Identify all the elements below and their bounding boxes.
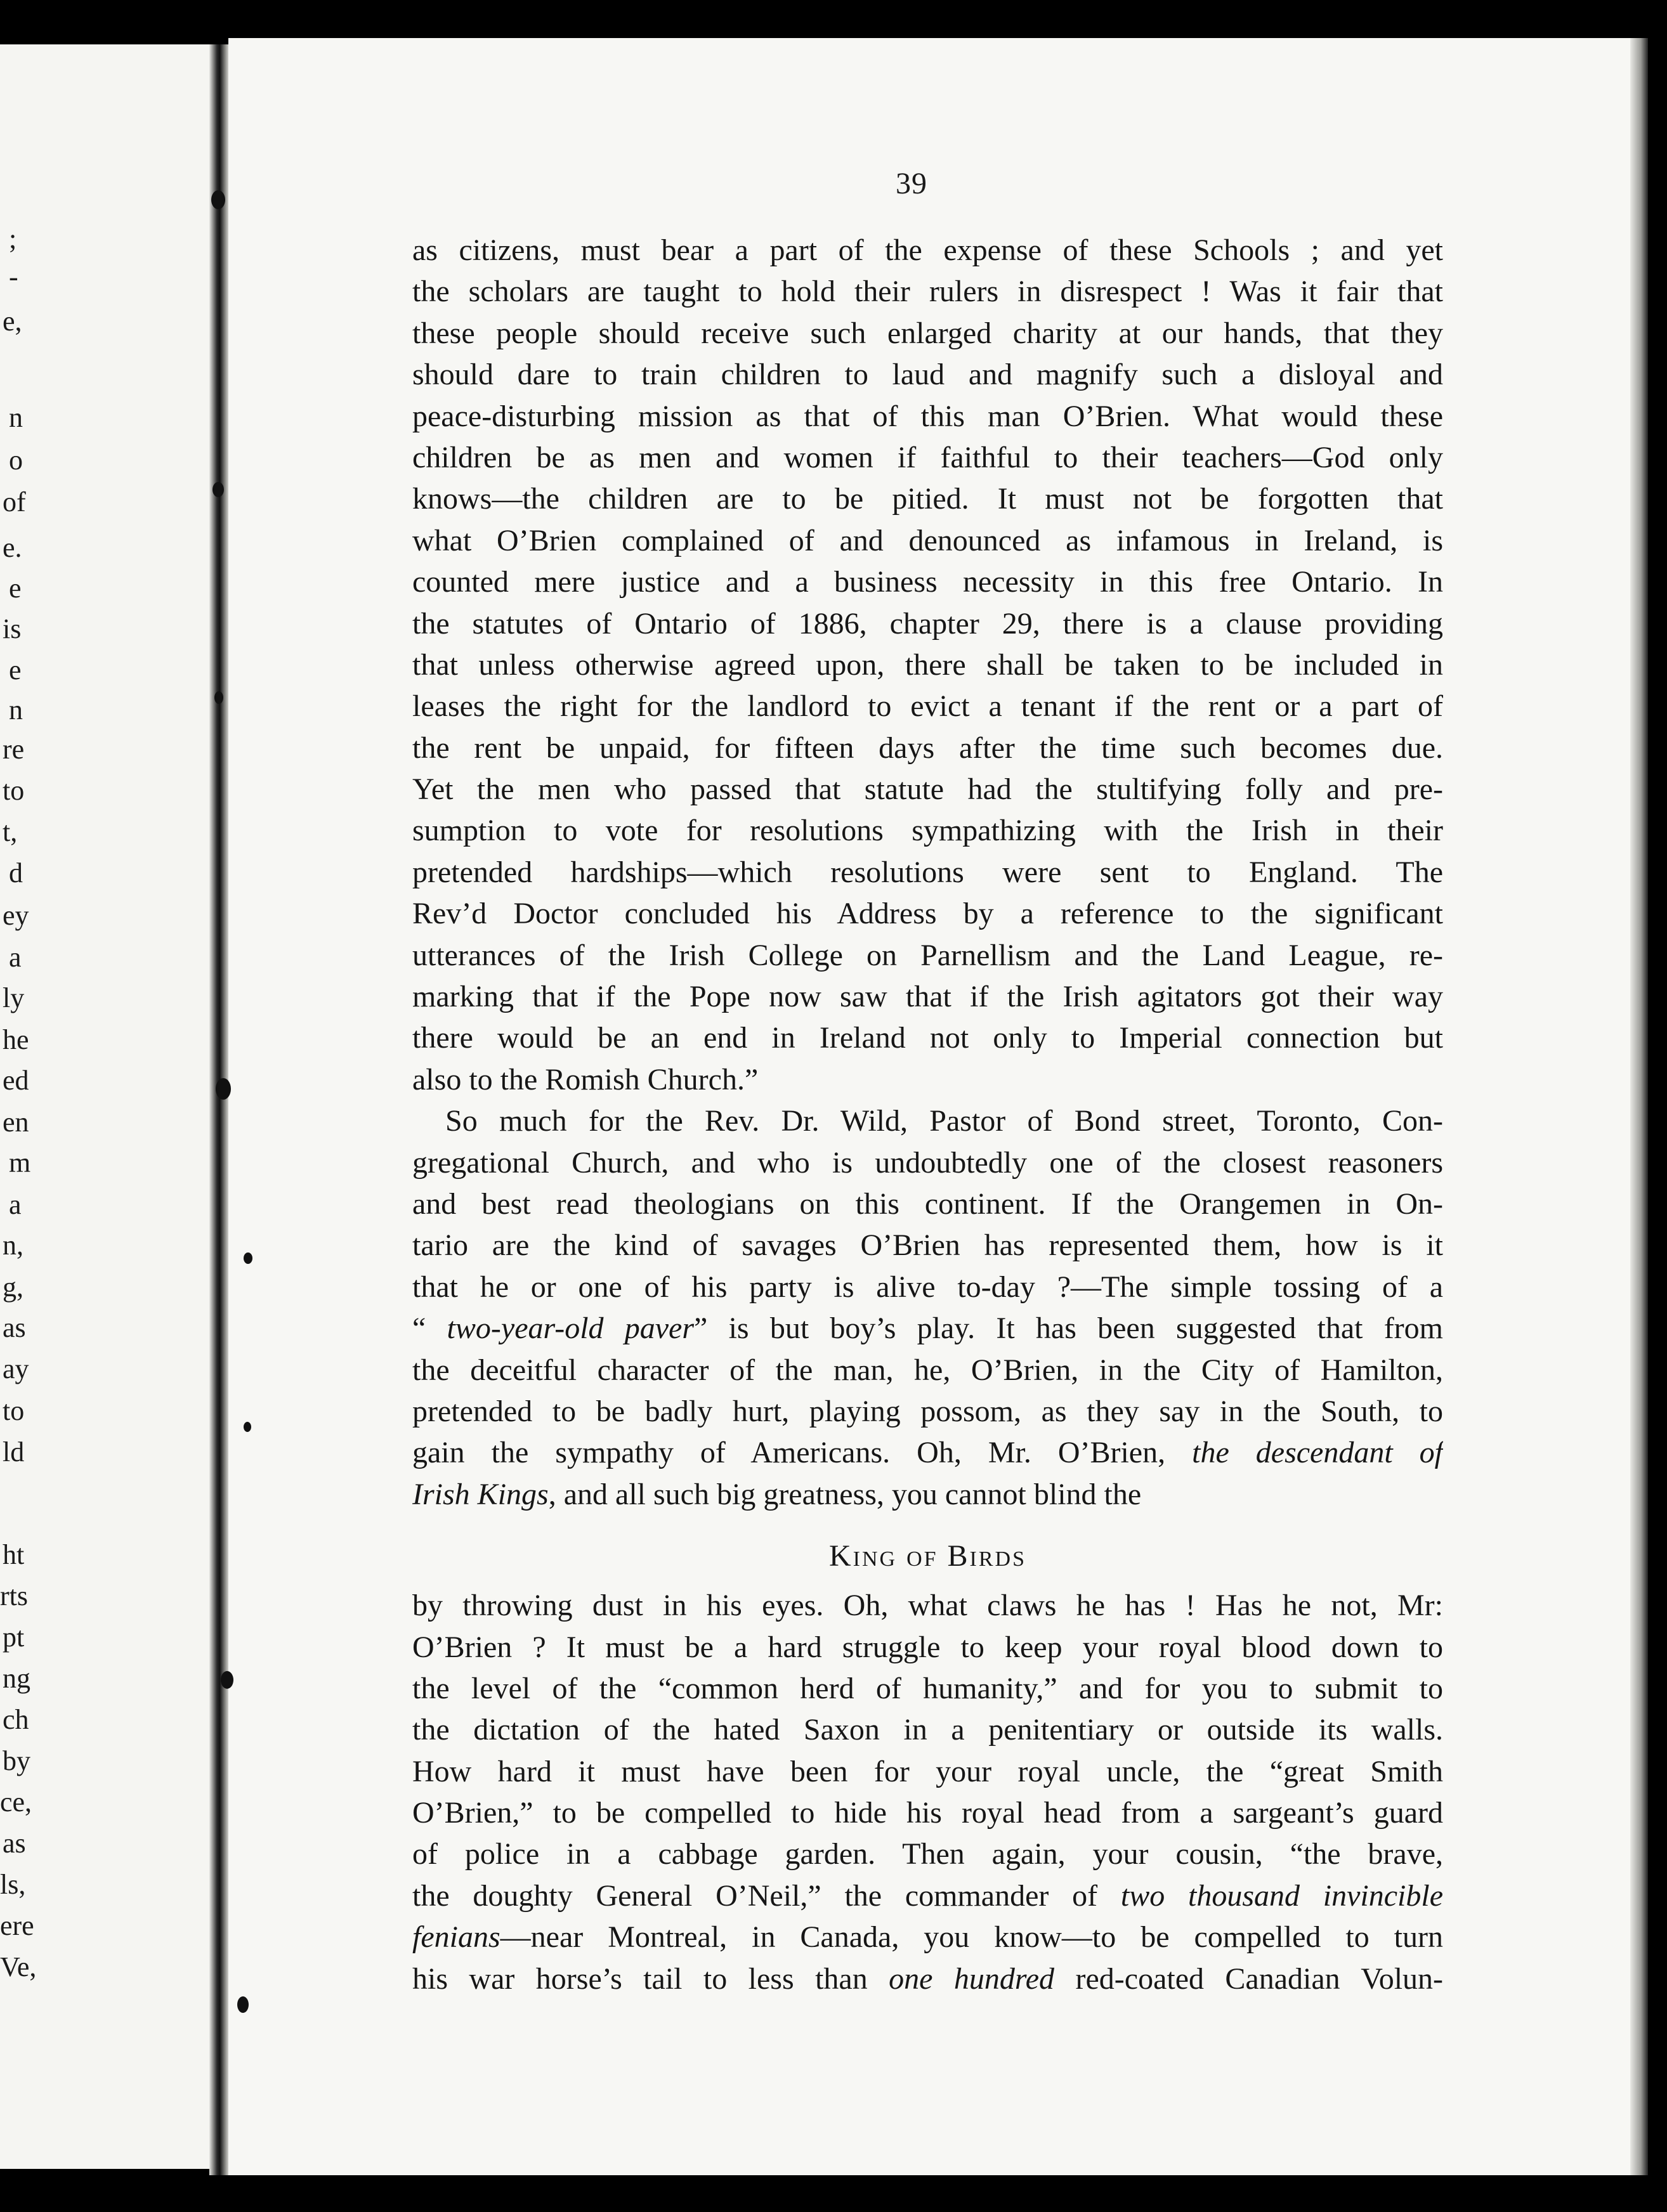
quote-open: “ xyxy=(412,1311,426,1346)
text-line: pretended hardships—which resolutions were sent to England. The xyxy=(412,855,1443,889)
left-page-fragment: e xyxy=(9,573,22,604)
scan-bottom-border xyxy=(0,2175,1667,2212)
left-page-fragment: e. xyxy=(3,532,22,563)
binding-speck xyxy=(221,1671,233,1689)
text-line: there would be an end in Ireland not only to Imperial connection but xyxy=(412,1021,1443,1055)
text-line: pretended to be badly hurt, playing possom, as they say in the South, to xyxy=(412,1394,1443,1428)
text-line: should dare to train children to laud and magnify such a disloyal and xyxy=(412,358,1443,392)
text-line: utterances of the Irish College on Parnellism and the Land League, re- xyxy=(412,938,1443,972)
section-heading: King of Birds xyxy=(828,1539,1027,1573)
italic-phrase: Irish Kings xyxy=(412,1477,549,1511)
right-page-edge xyxy=(1630,38,1648,2175)
left-page-fragment: to xyxy=(3,775,25,806)
binding-speck xyxy=(214,691,223,704)
text-line: Yet the men who passed that statute had the stultifying folly and pre- xyxy=(412,772,1443,807)
text-line: by throwing dust in his eyes. Oh, what claws he has ! Has he not, Mr: xyxy=(412,1589,1443,1623)
left-page-fragment: a xyxy=(9,942,22,973)
left-page-fragment: n xyxy=(9,402,23,433)
text-line xyxy=(412,1474,1443,1515)
left-page-fragment: e, xyxy=(3,306,22,337)
text-line: also to the Romish Church.” xyxy=(412,1062,759,1096)
binding-speck xyxy=(237,1996,249,2013)
text-line xyxy=(412,1875,1443,1916)
left-page-fragment: to xyxy=(3,1395,25,1426)
text-line: peace-disturbing mission as that of this man O’Brien. What would these xyxy=(412,399,1443,433)
left-page-fragment: ng xyxy=(3,1663,30,1694)
left-page-fragment: en xyxy=(3,1107,29,1138)
text-span: his war horse’s tail to less than xyxy=(412,1962,868,1996)
text-line: of police in a cabbage garden. Then again, your cousin, “the brave, xyxy=(412,1837,1443,1871)
left-page-fragment: e xyxy=(9,654,22,686)
text-line: counted mere justice and a business necessity in this free Ontario. In xyxy=(412,565,1443,599)
paragraph-first-line: So much for the Rev. Dr. Wild, Pastor of Bond street, Toronto, Con- xyxy=(445,1104,1443,1138)
left-page-fragment: ch xyxy=(3,1704,29,1735)
left-page-fragment: n, xyxy=(3,1230,23,1261)
book-spine xyxy=(209,44,228,2194)
text-span: gain the sympathy of Americans. Oh, Mr. O’Brien, xyxy=(412,1436,1166,1470)
left-page-fragment: ey xyxy=(3,900,29,931)
text-span: ” is but boy’s play. It has been suggested that from xyxy=(694,1311,1443,1346)
left-page-fragment: a xyxy=(9,1189,22,1220)
text-line: Rev’d Doctor concluded his Address by a reference to the significant xyxy=(412,897,1443,931)
text-line: O’Brien,” to be compelled to hide his royal head from a sargeant’s guard xyxy=(412,1796,1443,1830)
left-page-fragment: o xyxy=(9,445,23,476)
text-line: marking that if the Pope now saw that if the Irish agitators got their way xyxy=(412,980,1443,1014)
page-number: 39 xyxy=(896,167,927,200)
text-line xyxy=(412,1958,1443,2000)
left-page-fragment: ere xyxy=(0,1910,34,1941)
left-page-fragment: of xyxy=(3,486,26,517)
text-line xyxy=(412,1432,1443,1473)
left-page-fragment: by xyxy=(3,1745,30,1776)
text-line: children be as men and women if faithful to their teachers—God only xyxy=(412,440,1443,474)
left-page-fragment: ; xyxy=(9,223,17,254)
text-line: tario are the kind of savages O’Brien has represented them, how is it xyxy=(412,1228,1443,1263)
italic-phrase: two-year-old paver xyxy=(447,1311,695,1346)
left-page-fragment: he xyxy=(3,1024,29,1055)
text-line: these people should receive such enlarged charity at our hands, that they xyxy=(412,316,1443,350)
binding-speck xyxy=(244,1252,252,1264)
left-page-fragment: ls, xyxy=(0,1869,26,1900)
text-span: red-coated Canadian Volun- xyxy=(1075,1962,1443,1996)
binding-speck xyxy=(244,1422,251,1432)
left-page-fragment: m xyxy=(9,1147,31,1178)
left-page-fragment: - xyxy=(9,261,18,292)
italic-phrase: two thousand invincible xyxy=(1120,1878,1443,1913)
text-span: , and all such big greatness, you cannot blind the xyxy=(548,1477,1142,1511)
binding-speck xyxy=(212,482,224,497)
text-line: the level of the “common herd of humanity,” and for you to submit to xyxy=(412,1671,1443,1705)
text-line: sumption to vote for resolutions sympathizing with the Irish in their xyxy=(412,814,1443,848)
text-line: leases the right for the landlord to evict a tenant if the rent or a part of xyxy=(412,689,1443,724)
text-line: the deceitful character of the man, he, O’Brien, in the City of Hamilton, xyxy=(412,1353,1443,1387)
left-page-fragment: g, xyxy=(3,1272,23,1303)
left-page-fragment: pt xyxy=(3,1622,25,1653)
text-line: O’Brien ? It must be a hard struggle to keep your royal blood down to xyxy=(412,1630,1443,1664)
text-line: gregational Church, and who is undoubtedly one of the closest reasoners xyxy=(412,1145,1443,1180)
left-page-fragment: rts xyxy=(0,1580,28,1611)
left-page-fragment: n xyxy=(9,694,23,725)
left-page-fragment: ld xyxy=(3,1436,25,1467)
italic-phrase: the descendant of xyxy=(1192,1436,1443,1470)
left-page xyxy=(0,44,219,2169)
page-body-text xyxy=(412,230,1443,2000)
italic-phrase: one hundred xyxy=(889,1962,1055,1996)
left-page-fragment: as xyxy=(3,1312,26,1343)
text-span: the doughty General O’Neil,” the commander of xyxy=(412,1878,1098,1913)
left-page-fragment: ce, xyxy=(0,1786,32,1818)
left-page-fragment: as xyxy=(3,1828,26,1859)
text-line: knows—the children are to be pitied. It must not be forgotten that xyxy=(412,482,1443,516)
text-span: —near Montreal, in Canada, you know—to be compelled to turn xyxy=(500,1920,1443,1955)
italic-phrase: fenians xyxy=(412,1920,500,1955)
left-page-fragment: Ve, xyxy=(0,1951,37,1982)
text-line xyxy=(412,1308,1443,1349)
left-page-fragment: ly xyxy=(3,982,25,1013)
text-line: the statutes of Ontario of 1886, chapter 29, there is a clause providing xyxy=(412,606,1443,641)
binding-speck xyxy=(216,1078,231,1100)
text-line: the dictation of the hated Saxon in a penitentiary or outside its walls. xyxy=(412,1713,1443,1747)
text-line xyxy=(412,1916,1443,1958)
binding-speck xyxy=(211,190,225,209)
text-line: as citizens, must bear a part of the expense of these Schools ; and yet xyxy=(412,233,1443,267)
left-page-fragment: ay xyxy=(3,1353,29,1384)
text-line: that he or one of his party is alive to-day ?—The simple tossing of a xyxy=(412,1270,1443,1304)
text-line: the rent be unpaid, for fifteen days after the time such becomes due. xyxy=(412,731,1443,765)
text-line: what O’Brien complained of and denounced as infamous in Ireland, is xyxy=(412,523,1443,557)
left-page-fragment: ed xyxy=(3,1065,29,1096)
left-page-fragment: ht xyxy=(3,1539,25,1570)
text-line: and best read theologians on this continent. If the Orangemen in On- xyxy=(412,1187,1443,1221)
left-page-fragment: is xyxy=(3,613,22,644)
text-line: that unless otherwise agreed upon, there shall be taken to be included in xyxy=(412,647,1443,682)
left-page-fragment: re xyxy=(3,734,25,765)
text-line: the scholars are taught to hold their rulers in disrespect ! Was it fair that xyxy=(412,275,1443,309)
text-line: How hard it must have been for your royal uncle, the “great Smith xyxy=(412,1754,1443,1788)
left-page-fragment: t, xyxy=(3,816,18,847)
left-page-fragment: d xyxy=(9,857,23,888)
